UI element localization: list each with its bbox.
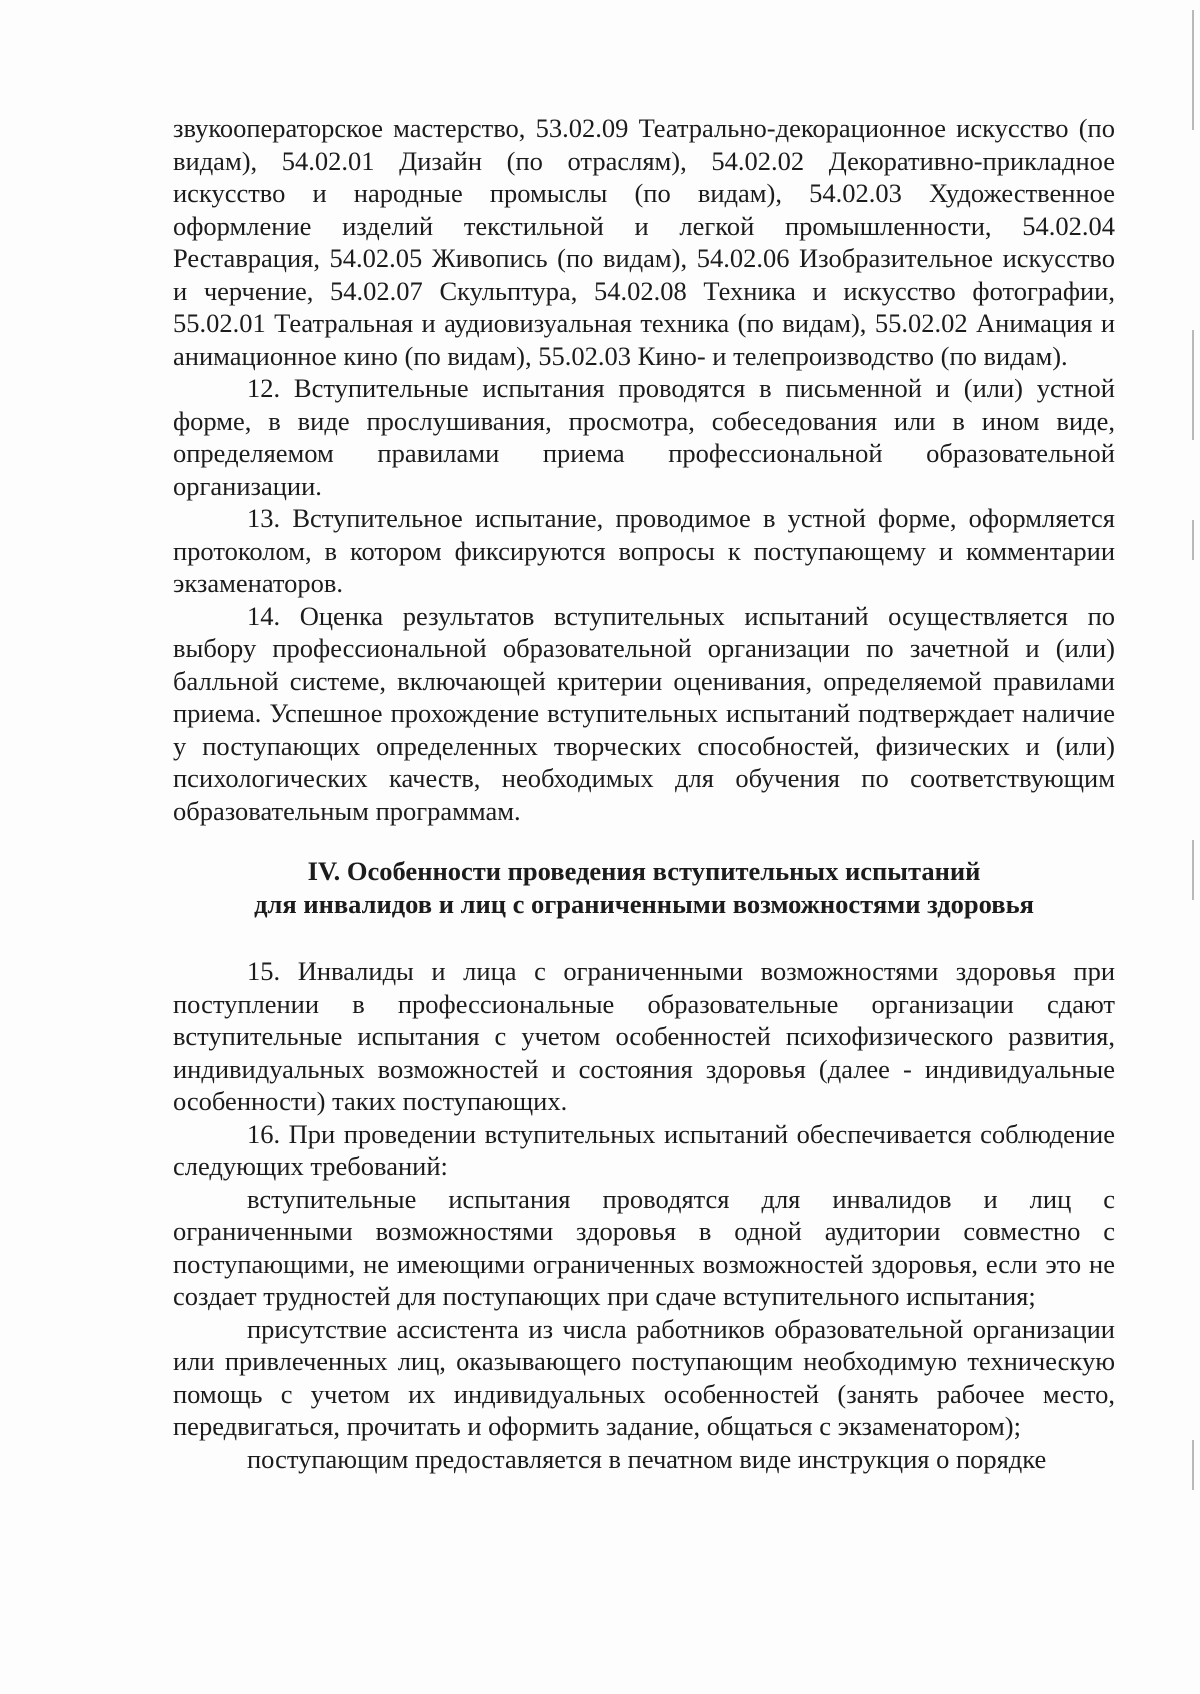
paragraph-12: 12. Вступительные испытания проводятся в письменной и (или) устной форме, в виде прослушивания, просмотра, собеседования или в ином виде, определяемом правилами приема профессиональной образовательной организации. — [173, 373, 1115, 501]
section-heading-line-2: для инвалидов и лиц с ограниченными возможностями здоровья — [254, 889, 1034, 919]
paragraph-continuation: звукооператорское мастерство, 53.02.09 Театрально-декорационное искусство (по видам), 54.02.01 Дизайн (по отраслям), 54.02.02 Декоративно-прикладное искусство и народные промыслы (по видам), 54.02.03 Художественное оформление изделий текстильной и легкой промышленности, 54.02.04 Реставрация, 54.02.05 Живопись (по видам), 54.02.06 Изобразительное искусство и черчение, 54.02.07 Скульптура, 54.02.08 Техника и искусство фотографии, 55.02.01 Театральная и аудиовизуальная техника (по видам), 55.02.02 Анимация и анимационное кино (по видам), 55.02.03 Кино- и телепроизводство (по видам). — [173, 113, 1115, 371]
scan-edge-artifact — [1192, 10, 1194, 130]
paragraph-13: 13. Вступительное испытание, проводимое в устной форме, оформляется протоколом, в котором фиксируются вопросы к поступающему и комментарии экзаменаторов. — [173, 503, 1115, 598]
section-heading — [173, 855, 1115, 921]
section-heading-line-1: IV. Особенности проведения вступительных испытаний — [307, 856, 981, 886]
scan-edge-artifact — [1192, 1440, 1194, 1490]
requirement-item: присутствие ассистента из числа работников образовательной организации или привлеченных лиц, оказывающего поступающим необходимую техническую помощь с учетом их индивидуальных особенностей (занять рабочее место, передвигаться, прочитать и оформить задание, общаться с экзаменатором); — [173, 1313, 1115, 1441]
scan-edge-artifact — [1192, 840, 1194, 900]
document-body — [173, 112, 1115, 1475]
paragraph-14: 14. Оценка результатов вступительных испытаний осуществляется по выбору профессиональной образовательной организации по зачетной и (или) балльной системе, включающей критерии оценивания, определяемой правилами приема. Успешное прохождение вступительных испытаний подтверждает наличие у поступающих определенных творческих способностей, физических и (или) психологических качеств, необходимых для обучения по соответствующим образовательным программам. — [173, 600, 1115, 826]
paragraph-15: 15. Инвалиды и лица с ограниченными возможностями здоровья при поступлении в профессиональные образовательные организации сдают вступительные испытания с учетом особенностей психофизического развития, индивидуальных возможностей и состояния здоровья (далее - индивидуальные особенности) таких поступающих. — [173, 956, 1115, 1116]
scan-edge-artifact — [1192, 330, 1194, 440]
requirement-item: вступительные испытания проводятся для инвалидов и лиц с ограниченными возможностями здоровья в одной аудитории совместно с поступающими, не имеющими ограниченных возможностей здоровья, если это не создает трудностей для поступающих при сдаче вступительного испытания; — [173, 1183, 1115, 1311]
requirement-item: поступающим предоставляется в печатном виде инструкция о порядке — [247, 1443, 1047, 1474]
paragraph-16: 16. При проведении вступительных испытаний обеспечивается соблюдение следующих требований: — [173, 1118, 1115, 1181]
scan-edge-artifact — [1192, 520, 1194, 560]
